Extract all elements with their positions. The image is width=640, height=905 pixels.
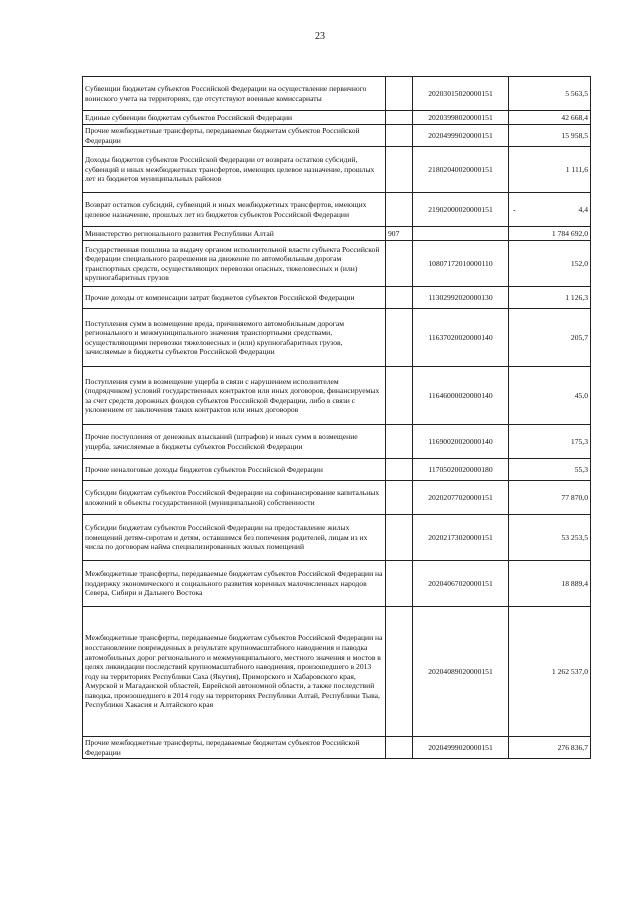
amount-value: 53 253,5 bbox=[561, 532, 588, 542]
administrator-code-cell bbox=[386, 111, 413, 125]
budget-classification-code-cell: 20202173020000151 bbox=[413, 515, 509, 561]
administrator-code-cell bbox=[386, 125, 413, 147]
budget-classification-code-cell: 21902000020000151 bbox=[413, 193, 509, 227]
income-name-cell: Поступления сумм в возмещение ущерба в связи с нарушением исполнителем (подрядчиком) условий государственных контрактов или иных договоров, финансируемых за счет средств дорожных фондов субъектов Российской Федерации, либо в связи с уклонением от заключения таких контрактов или иных договоров bbox=[83, 367, 386, 425]
administrator-code-cell bbox=[386, 193, 413, 227]
amount-cell bbox=[509, 77, 591, 111]
administrator-code-cell bbox=[386, 309, 413, 367]
budget-classification-code-cell bbox=[413, 227, 509, 241]
income-name-cell: Межбюджетные трансферты, передаваемые бюджетам субъектов Российской Федерации на поддержку экономического и социального развития коренных малочисленных народов Севера, Сибири и Дальнего Востока bbox=[83, 561, 386, 607]
amount-value: 42 668,4 bbox=[561, 112, 588, 122]
amount-value: 1 262 537,0 bbox=[551, 666, 588, 676]
amount-value: 5 563,5 bbox=[565, 88, 588, 98]
amount-value: 175,3 bbox=[570, 436, 588, 446]
budget-classification-code-cell: 20203015020000151 bbox=[413, 77, 509, 111]
amount-value: 77 870,0 bbox=[561, 492, 588, 502]
amount-value: 4,4 bbox=[578, 204, 588, 214]
administrator-code-cell bbox=[386, 481, 413, 515]
table-row bbox=[83, 737, 591, 759]
income-name-cell: Прочие поступления от денежных взысканий (штрафов) и иных сумм в возмещение ущерба, зачисляемые в бюджеты субъектов Российской Федерации bbox=[83, 425, 386, 459]
amount-cell bbox=[509, 737, 591, 759]
income-name-cell: Субсидии бюджетам субъектов Российской Федерации на предоставление жилых помещений детям-сиротам и детям, оставшимся без попечения родителей, лицам из их числа по договорам найма специализированных жилых помещений bbox=[83, 515, 386, 561]
administrator-code-cell bbox=[386, 561, 413, 607]
table-row bbox=[83, 309, 591, 367]
administrator-code-cell bbox=[386, 147, 413, 193]
amount-cell bbox=[509, 287, 591, 309]
income-name-cell: Прочие межбюджетные трансферты, передаваемые бюджетам субъектов Российской Федерации bbox=[83, 125, 386, 147]
budget-classification-code-cell: 21802040020000151 bbox=[413, 147, 509, 193]
amount-value: 55,3 bbox=[574, 464, 588, 474]
page-number: 23 bbox=[315, 31, 325, 42]
administrator-code-cell bbox=[386, 287, 413, 309]
amount-cell bbox=[509, 425, 591, 459]
income-name-cell: Поступления сумм в возмещение вреда, причиняемого автомобильным дорогам регионального и межмуниципального значения транспортными средствами, осуществляющими перевозки тяжеловесных и (или) крупногабаритных грузов, зачисляемые в бюджеты субъектов Российской Федерации bbox=[83, 309, 386, 367]
table-row bbox=[83, 481, 591, 515]
administrator-code-cell bbox=[386, 241, 413, 287]
revenue-table-body bbox=[83, 77, 591, 759]
amount-cell bbox=[509, 459, 591, 481]
budget-classification-code-cell: 11646000020000140 bbox=[413, 367, 509, 425]
budget-classification-code-cell: 20204089020000151 bbox=[413, 607, 509, 737]
budget-classification-code-cell: 20204999020000151 bbox=[413, 125, 509, 147]
administrator-code-cell: 907 bbox=[386, 227, 413, 241]
table-row bbox=[83, 227, 591, 241]
budget-classification-code-cell: 11637020020000140 bbox=[413, 309, 509, 367]
income-name-cell: Субвенции бюджетам субъектов Российской Федерации на осуществление первичного воинского учета на территориях, где отсутствуют военные комиссариаты bbox=[83, 77, 386, 111]
amount-sign: - bbox=[513, 204, 516, 214]
table-row bbox=[83, 111, 591, 125]
revenue-table bbox=[82, 76, 591, 759]
amount-value: 45,0 bbox=[574, 390, 588, 400]
table-row bbox=[83, 425, 591, 459]
administrator-code-cell bbox=[386, 367, 413, 425]
administrator-code-cell bbox=[386, 425, 413, 459]
amount-cell bbox=[509, 481, 591, 515]
amount-value: 152,0 bbox=[570, 258, 588, 268]
amount-cell bbox=[509, 241, 591, 287]
income-name-cell: Субсидии бюджетам субъектов Российской Федерации на софинансирование капитальных вложений в объекты государственной (муниципальной) собственности bbox=[83, 481, 386, 515]
budget-classification-code-cell: 10807172010000110 bbox=[413, 241, 509, 287]
table-row bbox=[83, 561, 591, 607]
table-row bbox=[83, 193, 591, 227]
income-name-cell: Прочие доходы от компенсации затрат бюджетов субъектов Российской Федерации bbox=[83, 287, 386, 309]
amount-value: 205,7 bbox=[570, 332, 588, 342]
administrator-code-cell bbox=[386, 459, 413, 481]
table-row bbox=[83, 515, 591, 561]
administrator-code-cell bbox=[386, 77, 413, 111]
amount-cell bbox=[509, 147, 591, 193]
budget-classification-code-cell: 11705020020000180 bbox=[413, 459, 509, 481]
table-row bbox=[83, 287, 591, 309]
amount-value: 18 889,4 bbox=[561, 578, 588, 588]
income-name-cell: Доходы бюджетов субъектов Российской Федерации от возврата остатков субсидий, субвенций и иных межбюджетных трансфертов, имеющих целевое назначение, прошлых лет из бюджетов муниципальных районов bbox=[83, 147, 386, 193]
amount-value: 15 958,5 bbox=[561, 130, 588, 140]
budget-classification-code-cell: 11302992020000130 bbox=[413, 287, 509, 309]
amount-cell bbox=[509, 309, 591, 367]
budget-classification-code-cell: 20202077020000151 bbox=[413, 481, 509, 515]
amount-value: 276 836,7 bbox=[557, 742, 588, 752]
table-row bbox=[83, 125, 591, 147]
income-name-cell: Прочие неналоговые доходы бюджетов субъектов Российской Федерации bbox=[83, 459, 386, 481]
amount-cell bbox=[509, 111, 591, 125]
table-row bbox=[83, 77, 591, 111]
administrator-code-cell bbox=[386, 515, 413, 561]
table-row bbox=[83, 241, 591, 287]
amount-value: 1 126,3 bbox=[565, 292, 588, 302]
amount-cell bbox=[509, 607, 591, 737]
budget-classification-code-cell: 20204067020000151 bbox=[413, 561, 509, 607]
amount-cell bbox=[509, 515, 591, 561]
amount-cell bbox=[509, 561, 591, 607]
income-name-cell: Министерство регионального развития Республики Алтай bbox=[83, 227, 386, 241]
amount-cell bbox=[509, 367, 591, 425]
income-name-cell: Государственная пошлина за выдачу органом исполнительной власти субъекта Российской Федерации специального разрешения на движение по автомобильным дорогам транспортных средств, осуществляющих перевозки опасных, тяжеловесных и (или) крупногабаритных грузов bbox=[83, 241, 386, 287]
administrator-code-cell bbox=[386, 607, 413, 737]
amount-value: 1 111,6 bbox=[565, 164, 588, 174]
table-row bbox=[83, 367, 591, 425]
amount-cell bbox=[509, 125, 591, 147]
income-name-cell: Прочие межбюджетные трансферты, передаваемые бюджетам субъектов Российской Федерации bbox=[83, 737, 386, 759]
amount-value: 1 784 692,0 bbox=[551, 228, 588, 238]
budget-classification-code-cell: 20204999020000151 bbox=[413, 737, 509, 759]
income-name-cell: Межбюджетные трансферты, передаваемые бюджетам субъектов Российской Федерации на восстановление поврежденных в результате крупномасштабного наводнения и паводка автомобильных дорог регионального и межмуниципального, местного значения и мостов в целях ликвидации последствий крупномасштабного наводнения, произошедшего в 2013 году на территориях Республики Саха (Якутия), Приморского и Хабаровского края, Амурской и Магаданской областей, Еврейской автономной области, а также последствий паводка, произошедшего в 2014 году на территориях Республики Алтай, Республики Тыва, Республики Хакасия и Алтайского края bbox=[83, 607, 386, 737]
administrator-code-cell bbox=[386, 737, 413, 759]
budget-classification-code-cell: 20203998020000151 bbox=[413, 111, 509, 125]
table-row bbox=[83, 459, 591, 481]
income-name-cell: Единые субвенции бюджетам субъектов Российской Федерации bbox=[83, 111, 386, 125]
amount-cell bbox=[509, 227, 591, 241]
table-row bbox=[83, 147, 591, 193]
amount-cell bbox=[509, 193, 591, 227]
table-row bbox=[83, 607, 591, 737]
income-name-cell: Возврат остатков субсидий, субвенций и иных межбюджетных трансфертов, имеющих целевое назначение, прошлых лет из бюджетов субъектов Российской Федерации bbox=[83, 193, 386, 227]
budget-classification-code-cell: 11690020020000140 bbox=[413, 425, 509, 459]
